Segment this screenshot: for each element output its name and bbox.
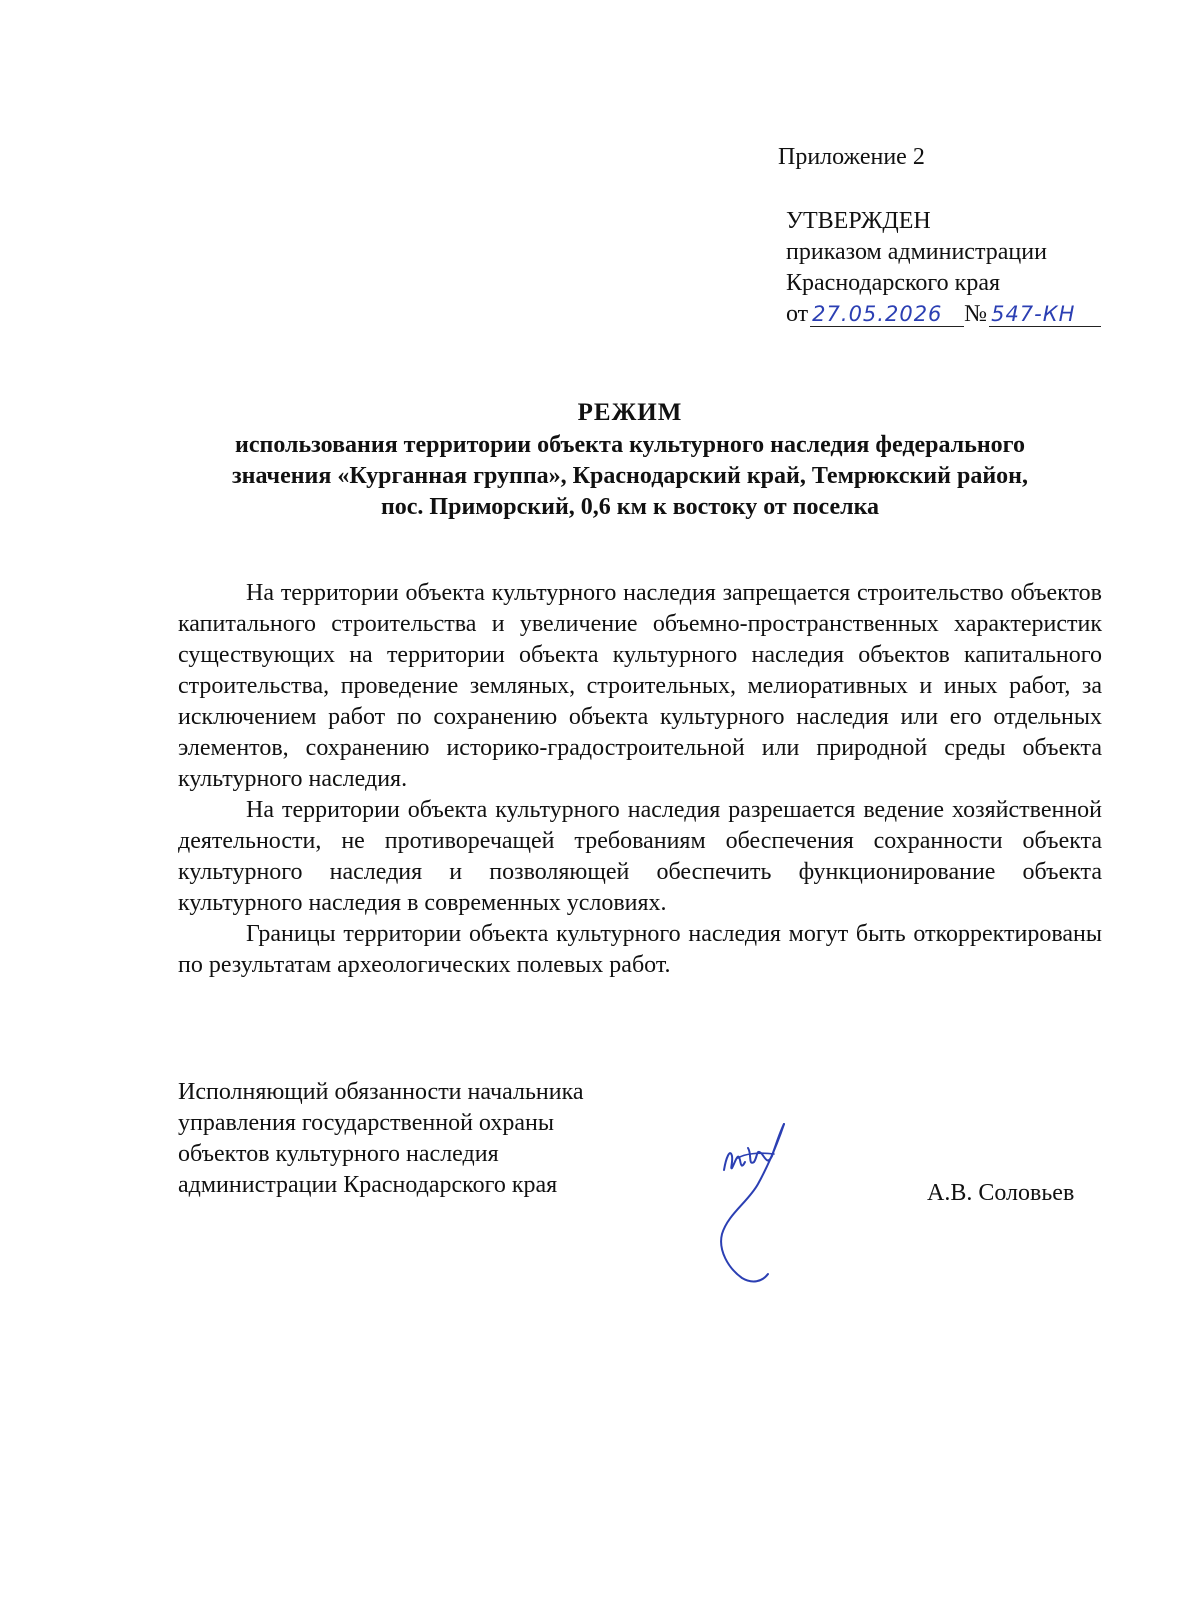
position-line-3: объектов культурного наследия	[178, 1141, 499, 1167]
title-line-2: значения «Курганная группа», Краснодарский край, Темрюкский район,	[232, 463, 1028, 489]
approval-block	[786, 206, 1101, 330]
number-prefix: №	[964, 301, 988, 327]
position-line-4: администрации Краснодарского края	[178, 1172, 558, 1198]
approval-line-2: Краснодарского края	[786, 270, 1001, 296]
title-line-1: использования территории объекта культурного наследия федерального	[235, 432, 1025, 458]
date-prefix: от	[786, 301, 809, 327]
paragraph-prohibitions: На территории объекта культурного наследия запрещается строительство объектов капитального строительства и увеличение объемно-пространственных характеристик существующих на территории объекта культурного наследия объектов капитального строительства, проведение земляных, строительных, мелиоративных и иных работ, за исключением работ по сохранению объекта культурного наследия или его отдельных элементов, сохранению историко-градостроительной или природной среды объекта культурного наследия.	[178, 580, 1102, 792]
paragraph-boundaries: Границы территории объекта культурного наследия могут быть откорректированы по результатам археологических полевых работ.	[178, 921, 1102, 978]
title-line-3: пос. Приморский, 0,6 км к востоку от поселка	[380, 494, 880, 520]
title-main: РЕЖИМ	[577, 399, 683, 426]
appendix-label: Приложение 2	[778, 144, 925, 170]
signer-name: А.В. Соловьев	[927, 1180, 1075, 1206]
position-line-1: Исполняющий обязанности начальника	[178, 1079, 584, 1105]
signatory-position	[178, 1077, 584, 1201]
document-title	[150, 397, 1110, 523]
handwritten-date: 27.05.2026	[810, 302, 964, 327]
handwritten-signature	[718, 1118, 808, 1293]
position-line-2: управления государственной охраны	[178, 1110, 554, 1136]
document-body	[178, 578, 1102, 981]
handwritten-number: 547-КН	[989, 302, 1101, 327]
approval-date-line	[786, 299, 1101, 330]
approval-line-1: приказом администрации	[786, 239, 1047, 265]
approval-heading: УТВЕРЖДЕН	[786, 208, 931, 234]
paragraph-permissions: На территории объекта культурного наследия разрешается ведение хозяйственной деятельности, не противоречащей требованиям обеспечения сохранности объекта культурного наследия и позволяющей обеспечить функционирование объекта культурного наследия в современных условиях.	[178, 797, 1102, 916]
